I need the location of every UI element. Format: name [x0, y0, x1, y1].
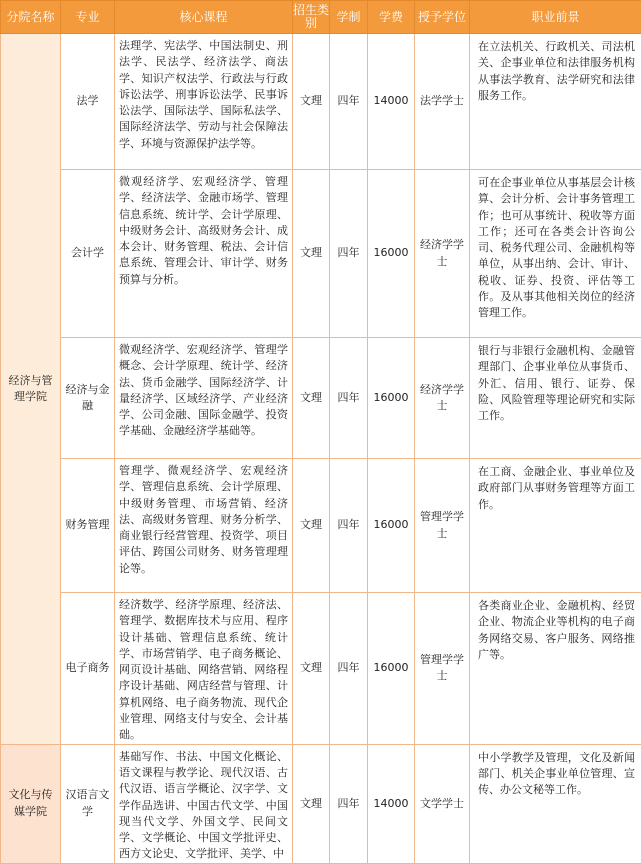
duration-cell: 四年	[330, 459, 368, 593]
category-cell: 文理	[293, 744, 330, 863]
courses-cell: 管理学、微观经济学、宏观经济学、管理信息系统、会计学原理、中级财务管理、市场营销、经济法、高级财务管理、财务分析学、商业银行经营管理、投资学、项目评估、跨国公司财务、财务管理理论等。	[115, 459, 293, 593]
header-duration: 学制	[330, 1, 368, 34]
header-career: 职业前景	[470, 1, 641, 34]
career-cell: 各类商业企业、金融机构、经贸企业、物流企业等机构的电子商务网络交易、客户服务、网络推广等。	[470, 593, 641, 745]
degree-cell: 管理学学士	[415, 459, 470, 593]
major-cell: 财务管理	[61, 459, 115, 593]
table-row	[1, 593, 641, 745]
degree-cell: 经济学学士	[415, 170, 470, 338]
major-cell: 法学	[61, 34, 115, 170]
career-cell: 在工商、金融企业、事业单位及政府部门从事财务管理等方面工作。	[470, 459, 641, 593]
degree-cell: 管理学学士	[415, 593, 470, 745]
courses-cell: 微观经济学、宏观经济学、管理学概念、会计学原理、统计学、经济法、货币金融学、国际经济学、计量经济学、区域经济学、产业经济学、公司金融、国际金融学、投资学基础、金融经济学基础等。	[115, 338, 293, 459]
fee-cell: 16000	[368, 593, 415, 745]
career-cell: 在立法机关、行政机关、司法机关、企事业单位和法律服务机构从事法学教育、法学研究和法律服务工作。	[470, 34, 641, 170]
school-cell: 文化与传媒学院	[1, 744, 61, 863]
major-cell: 会计学	[61, 170, 115, 338]
table-row	[1, 744, 641, 863]
header-fee: 学费	[368, 1, 415, 34]
header-degree: 授予学位	[415, 1, 470, 34]
table-row	[1, 170, 641, 338]
table-row	[1, 459, 641, 593]
degree-cell: 文学学士	[415, 744, 470, 863]
category-cell: 文理	[293, 459, 330, 593]
major-cell: 经济与金融	[61, 338, 115, 459]
duration-cell: 四年	[330, 744, 368, 863]
category-cell: 文理	[293, 34, 330, 170]
duration-cell: 四年	[330, 170, 368, 338]
major-cell: 汉语言文学	[61, 744, 115, 863]
category-cell: 文理	[293, 338, 330, 459]
career-cell: 中小学教学及管理，文化及新闻部门、机关企事业单位管理、宣传、办公文秘等工作。	[470, 744, 641, 863]
courses-cell: 法理学、宪法学、中国法制史、刑法学、民法学、经济法学、商法学、知识产权法学、行政法与行政诉讼法学、刑事诉讼法学、民事诉讼法学、国际法学、国际私法学、国际经济法学、劳动与社会保障法学、环境与资源保护法学等。	[115, 34, 293, 170]
header-courses: 核心课程	[115, 1, 293, 34]
table-row	[1, 338, 641, 459]
duration-cell: 四年	[330, 34, 368, 170]
fee-cell: 16000	[368, 338, 415, 459]
header-school: 分院名称	[1, 1, 61, 34]
courses-cell: 经济数学、经济学原理、经济法、管理学、数据库技术与应用、程序设计基础、管理信息系统、统计学、市场营销学、电子商务概论、网页设计基础、网络营销、网络程序设计基础、网店经营与管理、计算机网络、电子商务物流、现代企业管理、网络支付与安全、会计基础。	[115, 593, 293, 745]
fee-cell: 14000	[368, 744, 415, 863]
courses-cell: 微观经济学、宏观经济学、管理学、经济法学、金融市场学、管理信息系统、统计学、会计学原理、中级财务会计、高级财务会计、成本会计、财务管理、税法、会计信息系统、管理会计、审计学、财务预算与分析。	[115, 170, 293, 338]
fee-cell: 16000	[368, 170, 415, 338]
degree-cell: 经济学学士	[415, 338, 470, 459]
fee-cell: 16000	[368, 459, 415, 593]
header-major: 专业	[61, 1, 115, 34]
header-row	[1, 1, 641, 34]
header-category: 招生类别	[293, 1, 330, 34]
fee-cell: 14000	[368, 34, 415, 170]
school-cell: 经济与管理学院	[1, 34, 61, 745]
duration-cell: 四年	[330, 338, 368, 459]
category-cell: 文理	[293, 593, 330, 745]
table-row	[1, 34, 641, 170]
degree-cell: 法学学士	[415, 34, 470, 170]
category-cell: 文理	[293, 170, 330, 338]
career-cell: 可在企事业单位从事基层会计核算、会计分析、会计事务管理工作；也可从事统计、税收等方面工作；还可在各类会计咨询公司、税务代理公司、金融机构等单位，从事出纳、会计、审计、税收、证券、投资、评估等工作。及从事其他相关岗位的经济管理工作。	[470, 170, 641, 338]
duration-cell: 四年	[330, 593, 368, 745]
courses-cell: 基础写作、书法、中国文化概论、语文课程与教学论、现代汉语、古代汉语、语言学概论、汉字学、文学作品选讲、中国古代文学、中国现当代文学、外国文学、民间文学、文学概论、中国文学批评史、西方文论史、文学批评、美学、中	[115, 744, 293, 863]
major-cell: 电子商务	[61, 593, 115, 745]
career-cell: 银行与非银行金融机构、金融管理部门、企事业单位从事货币、外汇、信用、银行、证券、保险、风险管理等理论研究和实际工作。	[470, 338, 641, 459]
